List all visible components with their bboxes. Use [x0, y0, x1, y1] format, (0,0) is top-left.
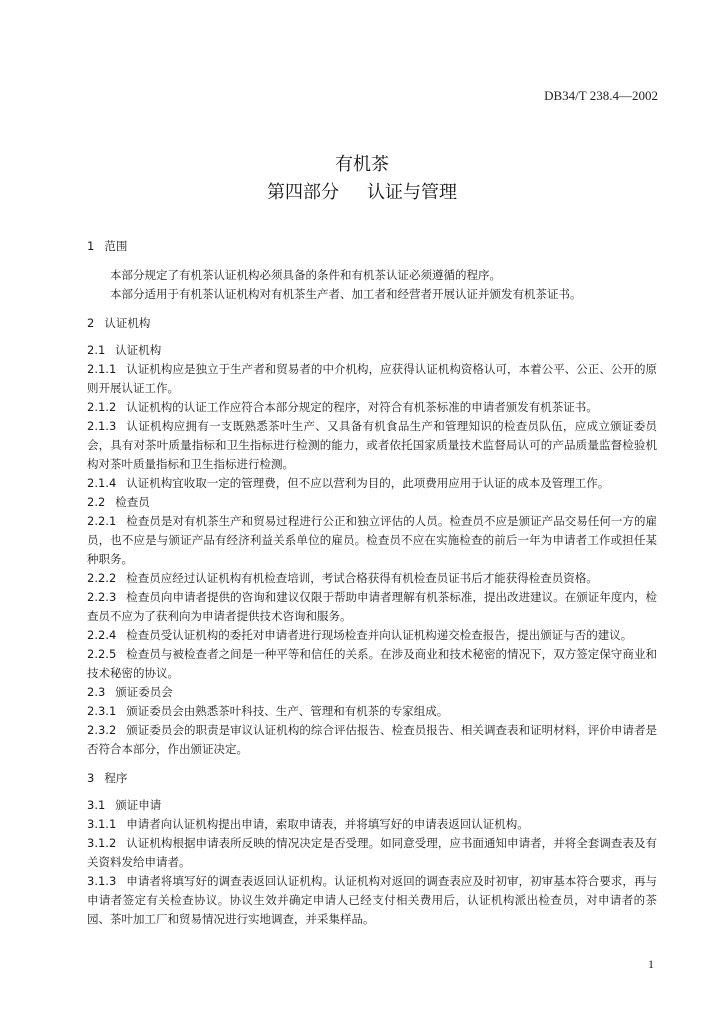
clause-text: 认证机构应是独立于生产者和贸易者的中介机构，应获得认证机构资格认可，本着公平、公正、公开的原则开展认证工作。: [87, 362, 657, 395]
section-number: 2: [87, 316, 95, 330]
section-number: 1: [87, 239, 95, 253]
clause-text: 认证机构宜收取一定的管理费，但不应以营利为目的，此项费用应用于认证的成本及管理工作。: [126, 476, 610, 490]
paragraph: [87, 702, 657, 721]
section-heading: [87, 796, 657, 815]
section-number: 2.1: [87, 343, 106, 357]
document-body: [87, 237, 657, 929]
section-title: 检查员: [115, 495, 150, 509]
section-title: 程序: [104, 771, 128, 785]
clause-text: 检查员应经过认证机构有机检查培训，考试合格获得有机检查员证书后才能获得检查员资格。: [126, 571, 598, 585]
paragraph: [87, 588, 657, 626]
clause-number: 2.2.2: [87, 571, 117, 585]
clause-text: 本部分规定了有机茶认证机构必须具备的条件和有机茶认证必须遵循的程序。: [110, 268, 501, 282]
section-heading: [87, 341, 657, 360]
section-title: 范围: [104, 239, 128, 253]
subtitle-part: 第四部分: [267, 182, 339, 203]
clause-text: 本部分适用于有机茶认证机构对有机茶生产者、加工者和经营者开展认证并颁发有机茶证书。: [110, 287, 582, 301]
clause-number: 2.1.2: [87, 400, 117, 414]
clause-number: 2.2.3: [87, 590, 117, 604]
paragraph: [87, 474, 657, 493]
clause-text: 检查员是对有机茶生产和贸易过程进行公正和独立评估的人员。检查员不应是颁证产品交易任何一方的雇员，也不应是与颁证产品有经济利益关系单位的雇员。检查员不应在实施检查的前后一年为申请者工作或担任某种职务。: [87, 514, 657, 566]
paragraph: [87, 360, 657, 398]
section-heading: [87, 237, 657, 256]
paragraph: [87, 417, 657, 474]
paragraph: [87, 815, 657, 834]
paragraph: [87, 645, 657, 683]
clause-number: 3.1.2: [87, 836, 117, 850]
document-code: DB34/T 238.4—2002: [544, 88, 658, 103]
paragraph: [87, 721, 657, 759]
section-number: 3.1: [87, 798, 106, 812]
clause-number: 2.1.1: [87, 362, 117, 376]
clause-number: 3.1.3: [87, 874, 117, 888]
paragraph: [87, 266, 657, 285]
clause-number: 2.2.1: [87, 514, 117, 528]
paragraph: [87, 626, 657, 645]
clause-number: 2.3.1: [87, 704, 117, 718]
document-subtitle: [0, 178, 724, 204]
section-number: 2.2: [87, 495, 106, 509]
clause-text: 颁证委员会由熟悉茶叶科技、生产、管理和有机茶的专家组成。: [126, 704, 449, 718]
subtitle-name: 认证与管理: [367, 182, 457, 203]
clause-text: 认证机构的认证工作应符合本部分规定的程序，对符合有机茶标准的申请者颁发有机茶证书。: [126, 400, 598, 414]
section-number: 2.3: [87, 685, 106, 699]
paragraph: [87, 398, 657, 417]
section-title: 颁证申请: [115, 798, 162, 812]
clause-text: 检查员向申请者提供的咨询和建议仅限于帮助申请者理解有机茶标准，提出改进建议。在颁证年度内，检查员不应为了获利向为申请者提供技术咨询和服务。: [87, 590, 657, 623]
section-number: 3: [87, 771, 95, 785]
clause-text: 检查员与被检查者之间是一种平等和信任的关系。在涉及商业和技术秘密的情况下，双方签定保守商业和技术秘密的协议。: [87, 647, 657, 680]
page-number: 1: [648, 957, 654, 971]
section-heading: [87, 493, 657, 512]
paragraph: [87, 834, 657, 872]
paragraph: [87, 285, 657, 304]
clause-number: 3.1.1: [87, 817, 117, 831]
section-heading: [87, 769, 657, 788]
section-heading: [87, 683, 657, 702]
clause-number: 2.3.2: [87, 723, 117, 737]
document-title: 有机茶: [335, 154, 389, 175]
section-heading: [87, 314, 657, 333]
section-title: 认证机构: [104, 316, 151, 330]
clause-text: 申请者向认证机构提出申请，索取申请表，并将填写好的申请表返回认证机构。: [126, 817, 529, 831]
clause-number: 2.1.4: [87, 476, 117, 490]
paragraph: [87, 512, 657, 569]
clause-number: 2.2.4: [87, 628, 117, 642]
clause-text: 颁证委员会的职责是审议认证机构的综合评估报告、检查员报告、相关调查表和证明材料，评价申请者是否符合本部分，作出颁证决定。: [87, 723, 657, 756]
section-title: 认证机构: [115, 343, 162, 357]
paragraph: [87, 569, 657, 588]
section-title: 颁证委员会: [115, 685, 173, 699]
clause-text: 检查员受认证机构的委托对申请者进行现场检查并向认证机构递交检查报告，提出颁证与否的建议。: [126, 628, 633, 642]
paragraph: [87, 872, 657, 929]
clause-number: 2.2.5: [87, 647, 117, 661]
clause-number: 2.1.3: [87, 419, 117, 433]
clause-text: 申请者将填写好的调查表返回认证机构。认证机构对返回的调查表应及时初审，初审基本符合要求，再与申请者签定有关检查协议。协议生效并确定申请人已经支付相关费用后，认证机构派出检查员，对申请者的茶园、茶叶加工厂和贸易情况进行实地调查，并采集样品。: [87, 874, 657, 926]
clause-text: 认证机构根据申请表所反映的情况决定是否受理。如同意受理，应书面通知申请者，并将全套调查表及有关资料发给申请者。: [87, 836, 657, 869]
clause-text: 认证机构应拥有一支既熟悉茶叶生产、又具备有机食品生产和管理知识的检查员队伍，应成立颁证委员会，具有对茶叶质量指标和卫生指标进行检测的能力，或者依托国家质量技术监督局认可的产品质量监督检验机构对茶叶质量指标和卫生指标进行检测。: [87, 419, 657, 471]
